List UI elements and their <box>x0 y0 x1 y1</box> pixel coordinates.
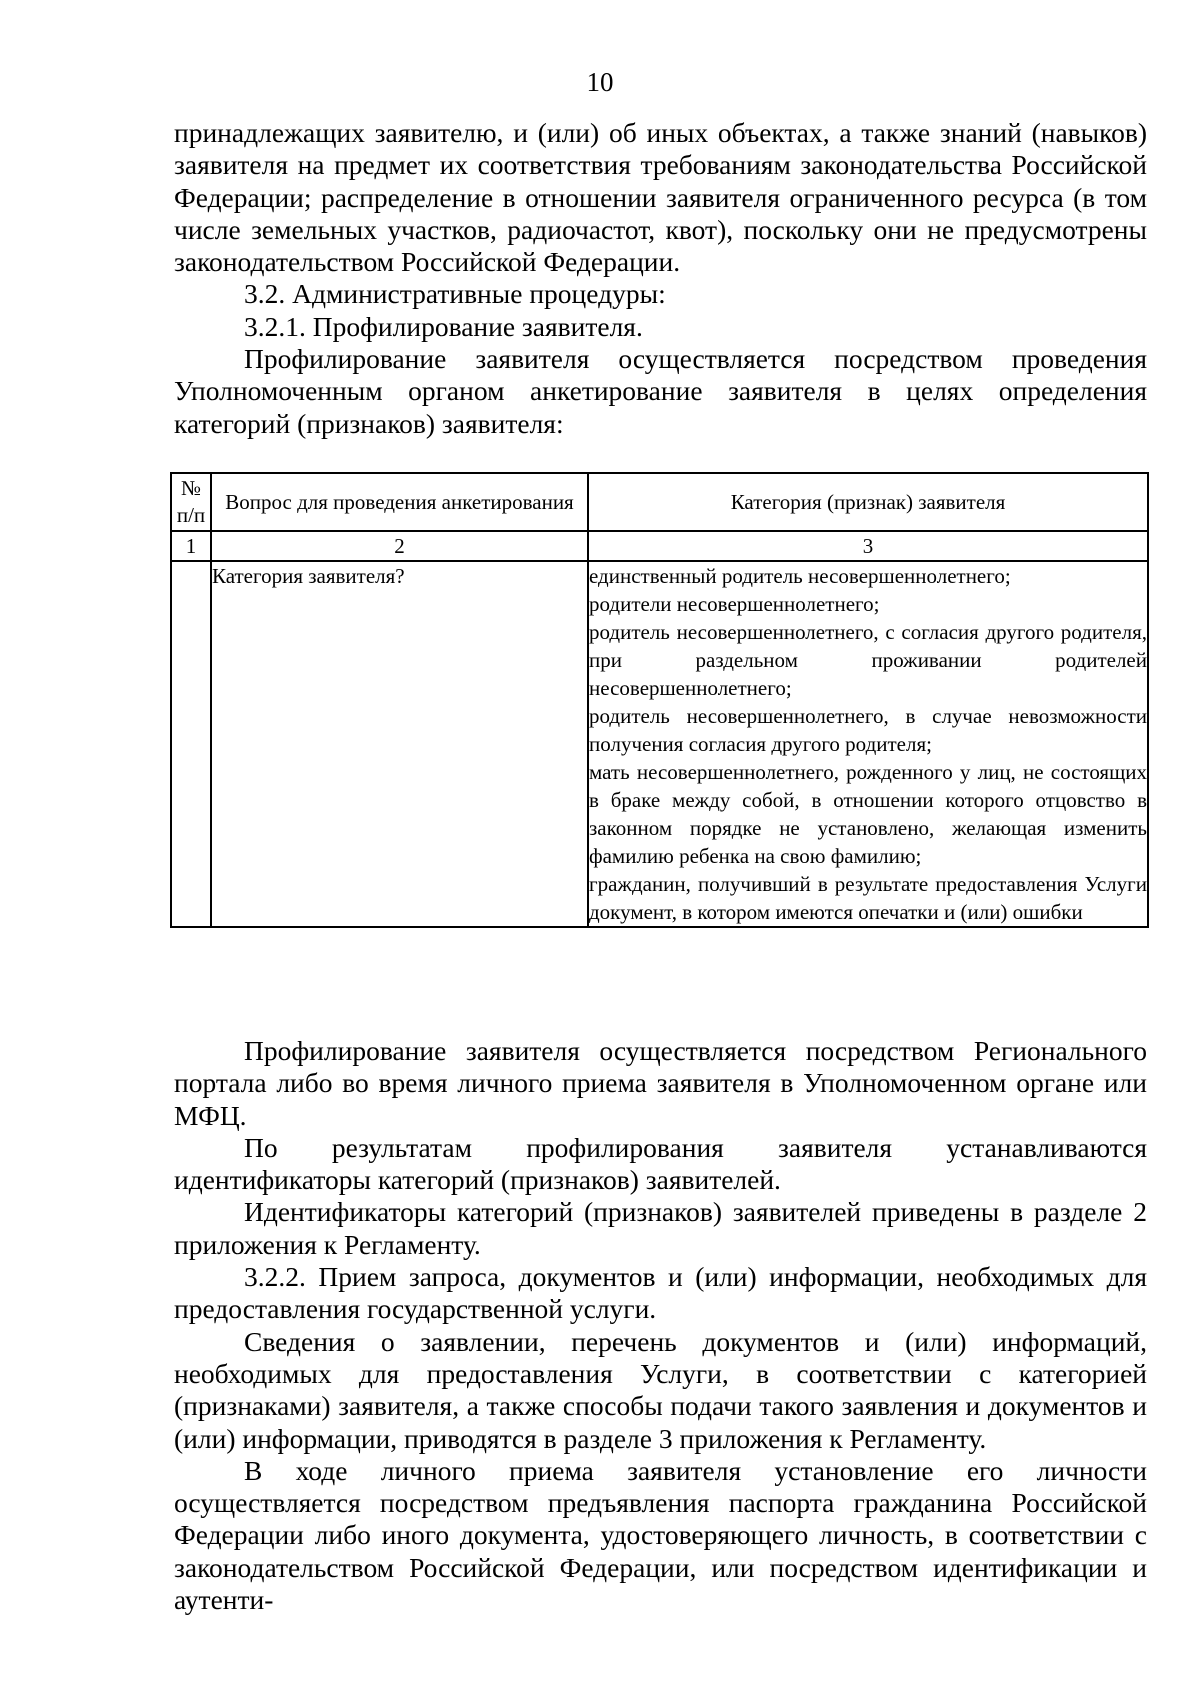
paragraph: Профилирование заявителя осуществляется посредством проведения Уполномоченным органом анкетирование заявителя в целях определения категорий (признаков) заявителя: <box>174 343 1147 439</box>
page-number: 10 <box>586 67 614 97</box>
category-item: единственный родитель несовершеннолетнего; <box>589 564 1011 588</box>
paragraph: принадлежащих заявителю, и (или) об иных объектах, а также знаний (навыков) заявителя на предмет их соответствия требованиям законодательства Российской Федерации; распределение в отношении заявителя ограниченного ресурса (в том числе земельных участков, радиочастот, квот), поскольку они не предусмотрены законодательством Российской Федерации. <box>174 117 1147 278</box>
subsection-heading: 3.2.2. Прием запроса, документов и (или) информации, необходимых для предоставления государственной услуги. <box>174 1261 1147 1325</box>
section-heading: 3.2. Административные процедуры: <box>244 278 666 310</box>
row-categories <box>588 561 1148 927</box>
row-question: Категория заявителя? <box>211 561 588 927</box>
category-item: мать несовершеннолетнего, рожденного у лиц, не состоящих в браке между собой, в отношении которого отцовство в законном порядке не установлено, желающая изменить фамилию ребенка на свою фамилию; <box>589 760 1147 868</box>
category-item: родители несовершеннолетнего; <box>589 592 880 616</box>
category-item: гражданин, получивший в результате предоставления Услуги документ, в котором имеются опечатки и (или) ошибки <box>589 872 1147 924</box>
text-block-top <box>174 117 1147 440</box>
header-category: Категория (признак) заявителя <box>588 473 1148 531</box>
paragraph: Профилирование заявителя осуществляется посредством Регионального портала либо во время личного приема заявителя в Уполномоченном органе или МФЦ. <box>174 1035 1147 1131</box>
table-column-numbers-row <box>171 531 1148 561</box>
header-question: Вопрос для проведения анкетирования <box>211 473 588 531</box>
table-header-row <box>171 473 1148 531</box>
paragraph: По результатам профилирования заявителя устанавливаются идентификаторы категорий (признаков) заявителей. <box>174 1131 1147 1196</box>
paragraph: Идентификаторы категорий (признаков) заявителей приведены в разделе 2 приложения к Регламенту. <box>174 1196 1147 1260</box>
profiling-table <box>170 472 1149 928</box>
paragraph: Сведения о заявлении, перечень документов и (или) информаций, необходимых для предоставления Услуги, в соответствии с категорией (признаками) заявителя, а также способы подачи такого заявления и документов и (или) информации, приводятся в разделе 3 приложения к Регламенту. <box>174 1325 1147 1454</box>
header-number: № п/п <box>171 473 211 531</box>
paragraph: В ходе личного приема заявителя установление его личности осуществляется посредством предъявления паспорта гражданина Российской Федерации либо иного документа, удостоверяющего личность, в соответствии с законодательством Российской Федерации, или посредством идентификации и аутенти- <box>174 1454 1147 1616</box>
column-number-3: 3 <box>588 531 1148 561</box>
row-number <box>171 561 211 927</box>
text-block-bottom <box>174 1035 1147 1616</box>
category-item: родитель несовершеннолетнего, с согласия другого родителя, при раздельном проживании родителей несовершеннолетнего; <box>589 620 1147 700</box>
column-number-2: 2 <box>211 531 588 561</box>
subsection-heading: 3.2.1. Профилирование заявителя. <box>244 310 643 342</box>
table-row <box>171 561 1148 927</box>
category-item: родитель несовершеннолетнего, в случае невозможности получения согласия другого родителя; <box>589 704 1147 756</box>
column-number-1: 1 <box>171 531 211 561</box>
